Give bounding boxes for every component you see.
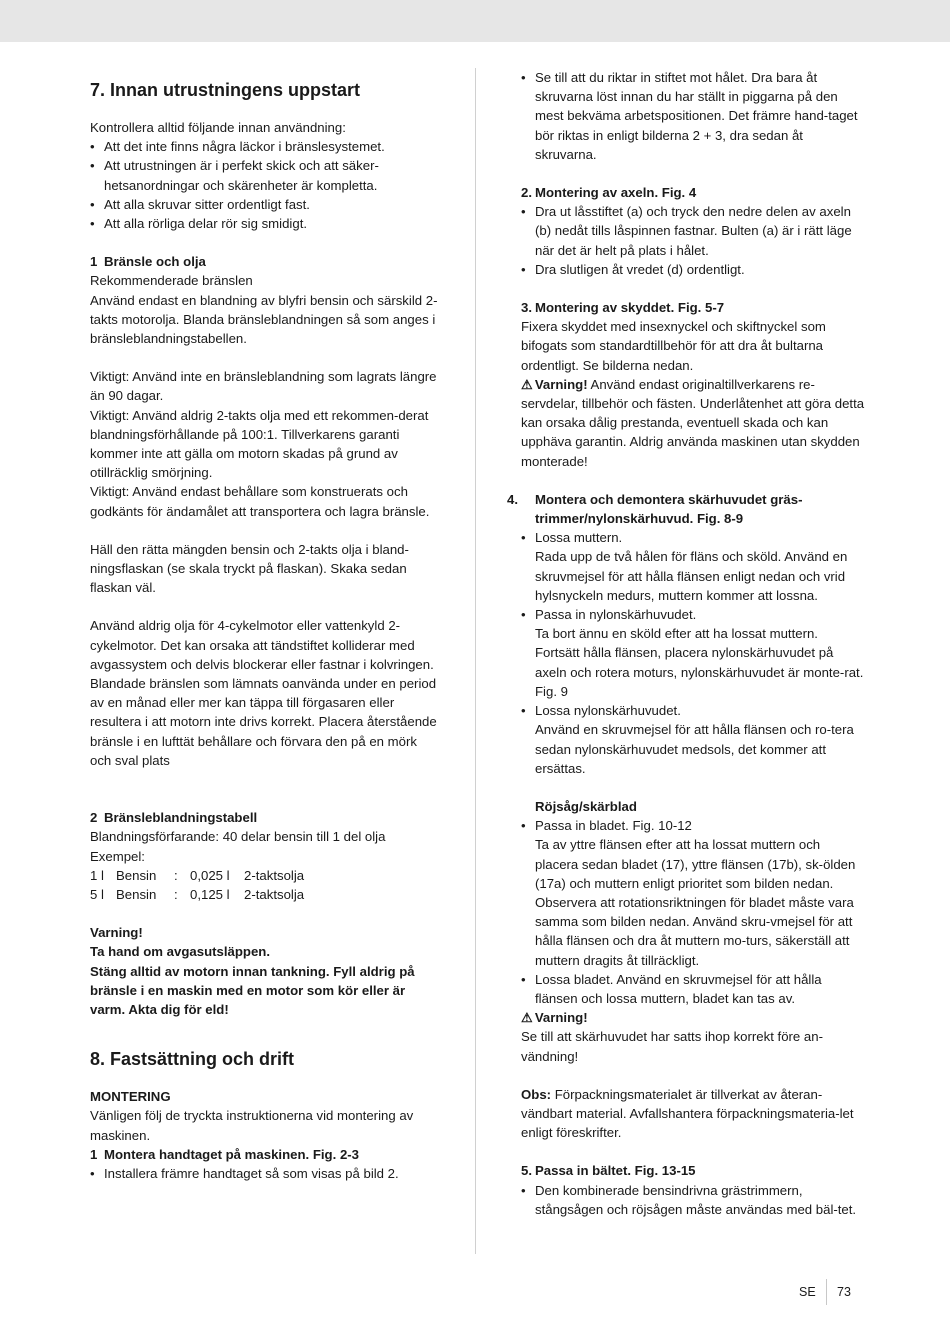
montering-title: MONTERING: [90, 1089, 171, 1105]
mix-table-number: 2: [90, 810, 98, 826]
pin-bullet: • Se till att du riktar in stiftet mot hålet. Dra bara åt skruvarna löst innan du har ställt in piggarna på den mest bekväma arbetspositionen. Det främre hand-taget bör riktas in enligt bilderna 2 + 3, dra sedan åt skruvarna.: [521, 68, 866, 164]
belt-number: 5.: [521, 1163, 532, 1179]
blade-item: [521, 816, 866, 970]
handle-title: Montera handtaget på maskinen. Fig. 2-3: [104, 1146, 360, 1162]
warranty-text: kommer inte att gälla om motorn skadas på grund av otillräcklig smörjning.: [90, 446, 398, 481]
handle-list: [90, 1164, 440, 1183]
guard-heading: [521, 298, 866, 317]
handle-bullet: • Installera främre handtaget så som visas på bild 2.: [90, 1164, 440, 1183]
left-column: [90, 68, 440, 1183]
item-title: Lossa muttern.: [535, 530, 623, 546]
axle-bullet: • Dra ut låsstiftet (a) och tryck den nedre delen av axeln (b) nedåt tills låspinnen fastnar. Bulten (a) är i rätt läge när det är helt på plats i hålet.: [521, 202, 866, 260]
axle-list: [521, 202, 866, 279]
warning-triangle-icon: ⚠: [521, 376, 533, 392]
item-title: Passa in bladet. Fig. 10-12: [535, 818, 692, 834]
warning2-text: Se till att skärhuvudet har satts ihop korrekt före an-vändning!: [521, 1029, 823, 1064]
table-cell: 0,025 l: [190, 867, 230, 883]
fuel-oil-number: 1: [90, 254, 98, 270]
guard-title: Montering av skyddet. Fig. 5-7: [535, 300, 725, 316]
guard-warning-text: Använd endast originaltillverkarens re-servdelar, tillbehör och fästen. Underlåtenhet att göra detta kan orsaka dålig prestanda, eventuell skada och kan upphäva garantin. Aldrig använda maskinen utan skydden monterade!: [521, 376, 865, 469]
warning2-label: Varning!: [534, 1010, 588, 1026]
top-bar: [0, 0, 950, 42]
handle-number: 1: [90, 1146, 98, 1162]
obs-text: Förpackningsmaterialet är tillverkat av återan-vändbart material. Avfallshantera förpackningsmateria-let enligt föreskrifter.: [521, 1086, 854, 1141]
important-ratio: Viktigt: Använd aldrig 2-takts olja med ett rekommen-derat blandningsförhållande på 100:1. Tillverkarens garanti: [90, 407, 429, 442]
pin-list: [521, 68, 866, 164]
fuel-oil-title: Bränsle och olja: [104, 254, 206, 270]
section-8-heading: 8. Fastsättning och drift: [90, 1049, 295, 1070]
language-code: SE: [799, 1285, 816, 1299]
guard-text: Fixera skyddet med insexnyckel och skiftnyckel som bifogats som standardtillbehör för att dra åt bultarna ordentligt. Se bilderna nedan.: [521, 319, 826, 373]
intro-text: Kontrollera alltid följande innan användning:: [90, 120, 346, 135]
cutting-head-title: Montera och demontera skärhuvudet grästrimmer/nylonskärhuvud. Fig. 8-9: [535, 491, 803, 527]
column-divider: [475, 68, 476, 1254]
axle-title: Montering av axeln. Fig. 4: [535, 185, 697, 201]
belt-title: Passa in bältet. Fig. 13-15: [535, 1163, 696, 1179]
handle-heading: [90, 1145, 440, 1164]
cutting-head-number: 4.: [507, 491, 518, 507]
page-footer: [0, 1284, 950, 1302]
item-text: Ta bort ännu en sköld efter att ha lossat muttern. Fortsätt hålla flänsen, placera nylonskärhuvudet på axeln och rotera moturs, nylonskärhuvudet är monte-rat. Fig. 9: [535, 626, 864, 699]
axle-number: 2.: [521, 185, 532, 201]
belt-heading: [521, 1161, 866, 1180]
fuel-mix-text: Använd endast en blandning av blyfri bensin och särskild 2-takts motorolja. Blanda bränsleblandningen så som anges i bränsleblandningstabellen.: [90, 292, 438, 347]
warning-refuel: Stäng alltid av motorn innan tankning. Fyll aldrig på bränsle i en maskin med en motor som kör eller är varm. Akta dig för eld!: [90, 963, 415, 1017]
table-cell: 2-taktsolja: [244, 867, 305, 883]
check-item: • Att det inte finns några läckor i bränslesystemet.: [90, 137, 440, 156]
unused-fuel-text: Blandade bränslen som lämnats oanvända under en period av en månad eller mer kan täppa till förgasaren eller resultera i att motorn inte drivs korrekt. Placera återstående bränsle i en lufttät behållare och förvara den på en mörk och sval plats: [90, 676, 437, 768]
mix-procedure: Blandningsförfarande: 40 delar bensin till 1 del olja: [90, 829, 386, 845]
cutting-head-heading: [507, 490, 866, 528]
section-7-heading: 7. Innan utrustningens uppstart: [90, 80, 361, 100]
rojsag-heading: Röjsåg/skärblad: [535, 798, 637, 814]
cutting-head-list: [521, 528, 866, 778]
mix-table: [90, 866, 440, 904]
table-cell: 0,125 l: [190, 886, 230, 902]
item-text: Rada upp de två hålen för fläns och sköld. Använd en skruvmejsel för att hålla flänsen enligt nedan och vrid hylsnyckeln medurs, muttern kommer att lossna.: [535, 549, 848, 603]
check-item: • Att alla rörliga delar rör sig smidigt.: [90, 214, 440, 233]
warning-exhaust: Ta hand om avgasutsläppen.: [90, 944, 271, 960]
table-cell: Bensin: [116, 886, 157, 902]
important-container: Viktigt: Använd endast behållare som konstruerats och godkänts för ändamålet att transportera och lagra bränsle.: [90, 484, 430, 519]
mix-table-title: Bränsleblandningstabell: [104, 810, 258, 826]
mix-table-heading: [90, 808, 440, 827]
example-label: Exempel:: [90, 848, 145, 864]
item-title: Passa in nylonskärhuvudet.: [535, 607, 697, 623]
table-cell: Bensin: [116, 867, 157, 883]
table-cell: 1 l: [90, 867, 104, 883]
belt-list: [521, 1181, 866, 1219]
check-list: [90, 137, 440, 233]
right-column: [507, 68, 866, 1219]
warning-title: Varning!: [90, 925, 143, 941]
warning-triangle-icon: ⚠: [521, 1010, 533, 1026]
belt-bullet: • Den kombinerade bensindrivna grästrimmern, stångsågen och röjsågen måste användas med bäl-tet.: [521, 1181, 866, 1219]
item-title: Lossa bladet. Använd en skruvmejsel för att hålla flänsen och lossa muttern, bladet kan tas av.: [535, 971, 822, 1006]
item-title: Lossa nylonskärhuvudet.: [535, 703, 681, 719]
important-storage: Viktigt: Använd inte en bränsleblandning som lagrats längre än 90 dagar.: [90, 369, 437, 404]
cutting-head-item: [521, 701, 866, 778]
table-cell: :: [174, 867, 178, 883]
blade-item: [521, 970, 866, 1008]
warning2-heading: [521, 1008, 866, 1027]
obs-label: Obs:: [521, 1086, 552, 1102]
table-cell: 2-taktsolja: [244, 886, 305, 902]
check-item: • Att utrustningen är i perfekt skick och att säker-hetsanordningar och skärenheter är kompletta.: [90, 156, 440, 194]
obs-note: [521, 1085, 866, 1143]
fuel-oil-heading: [90, 252, 440, 271]
page-number: 73: [837, 1285, 851, 1299]
axle-heading: [521, 183, 866, 202]
guard-warning: [521, 375, 866, 471]
item-text: Ta av yttre flänsen efter att ha lossat muttern och placera sedan bladet (17), yttre flänsen (17b), sk-ölden (17a) och muttern enligt prioritet som bilden nedan. Observera att rotationsriktningen för bladet måste vara samma som bilden nedan. Använd skru-vmejsel för att hålla flänsen och dra åt muttern mo-turs, säkerställ att muttern dragits åt tillräckligt.: [535, 837, 856, 968]
check-item: • Att alla skruvar sitter ordentligt fast.: [90, 195, 440, 214]
never-use-oil-text: Använd aldrig olja för 4-cykelmotor eller vattenkyld 2-cykelmotor. Det kan orsaka att tändstiftet kolliderar med avgassystem och delvis blockerar eller fastnar i kolvringen.: [90, 618, 434, 672]
guard-number: 3.: [521, 300, 532, 316]
montering-text: Vänligen följ de tryckta instruktionerna vid montering av maskinen.: [90, 1108, 414, 1143]
fuel-recommended: Rekommenderade bränslen: [90, 273, 253, 289]
blade-list: [521, 816, 866, 1008]
mixing-bottle-text: Häll den rätta mängden bensin och 2-takts olja i bland-ningsflaskan (se skala tryckt på flaskan). Skaka sedan flaskan väl.: [90, 541, 409, 596]
footer-separator: [826, 1279, 827, 1305]
cutting-head-item: [521, 605, 866, 701]
axle-bullet: • Dra slutligen åt vredet (d) ordentligt.: [521, 260, 866, 279]
guard-warning-label: Varning!: [534, 376, 588, 392]
cutting-head-item: [521, 528, 866, 605]
table-cell: :: [174, 886, 178, 902]
table-cell: 5 l: [90, 886, 104, 902]
item-text: Använd en skruvmejsel för att hålla flänsen och ro-tera sedan nylonskärhuvudet medsols, det kommer att ersättas.: [535, 722, 854, 776]
